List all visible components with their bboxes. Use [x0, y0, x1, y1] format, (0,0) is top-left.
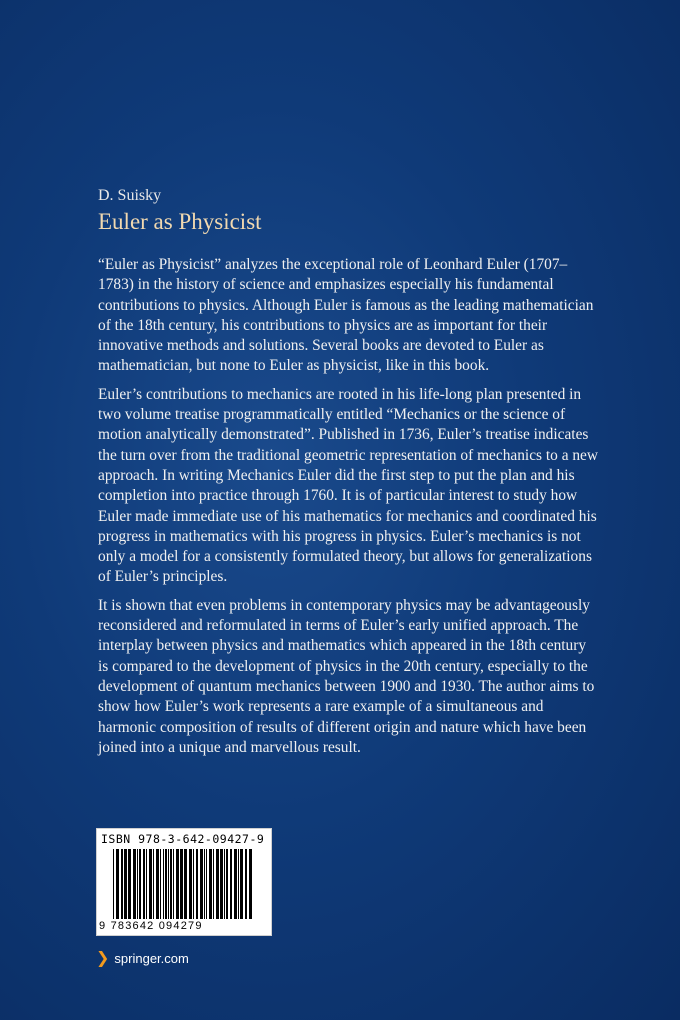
author-name: D. Suisky [98, 187, 162, 204]
isbn-label: ISBN 978-3-642-09427-9 [101, 832, 265, 846]
blurb-paragraph-2: Euler’s contributions to mechanics are rooted in his life-long plan presented in two volume treatise programmatically entitled “Mechanics or the science of motion analytically demonstrated”. Published in 1736, Euler’s treatise indicates the turn over from the traditional geometric representation of mechanics to a new approach. In writing Mechanics Euler did the first step to put the plan and his completion into practice through 1760. It is of particular interest to study how Euler made immediate use of his mathematics for mechanics and coordinated his progress in mathematics with his progress in physics. Euler’s mechanics is not only a model for a consistently formulated theory, but allows for generalizations of Euler’s principles. [98, 385, 599, 586]
blurb-paragraph-3: It is shown that even problems in contemporary physics may be advantageously reconsidered and reformulated in terms of Euler’s early unified approach. The interplay between physics and mathematics which appeared in the 18th century is compared to the development of physics in the 20th century, especially to the development of quantum mechanics between 1900 and 1930. The author aims to show how Euler’s work represents a rare example of a simultaneous and harmonic composition of results of different origin and nature which have been joined into a unique and marvellous result. [98, 596, 595, 756]
publisher-url: springer.com [114, 951, 189, 966]
chevron-right-icon: ❯ [96, 949, 110, 967]
blurb [98, 255, 598, 766]
barcode-number: 9 783642 094279 [99, 920, 203, 932]
book-title: Euler as Physicist [98, 209, 262, 234]
barcode-icon [113, 849, 255, 919]
blurb-paragraph-1: “Euler as Physicist” analyzes the exceptional role of Leonhard Euler (1707–1783) in the history of science and emphasizes especially his fundamental contributions to physics. Although Euler is famous as the leading mathematician of the 18th century, his contributions to physics are as important for their innovative methods and solutions. Several books are devoted to Euler as mathematician, but none to Euler as physicist, like in this book. [98, 256, 594, 375]
isbn-barcode-box [96, 828, 272, 936]
publisher-link[interactable] [96, 951, 189, 966]
